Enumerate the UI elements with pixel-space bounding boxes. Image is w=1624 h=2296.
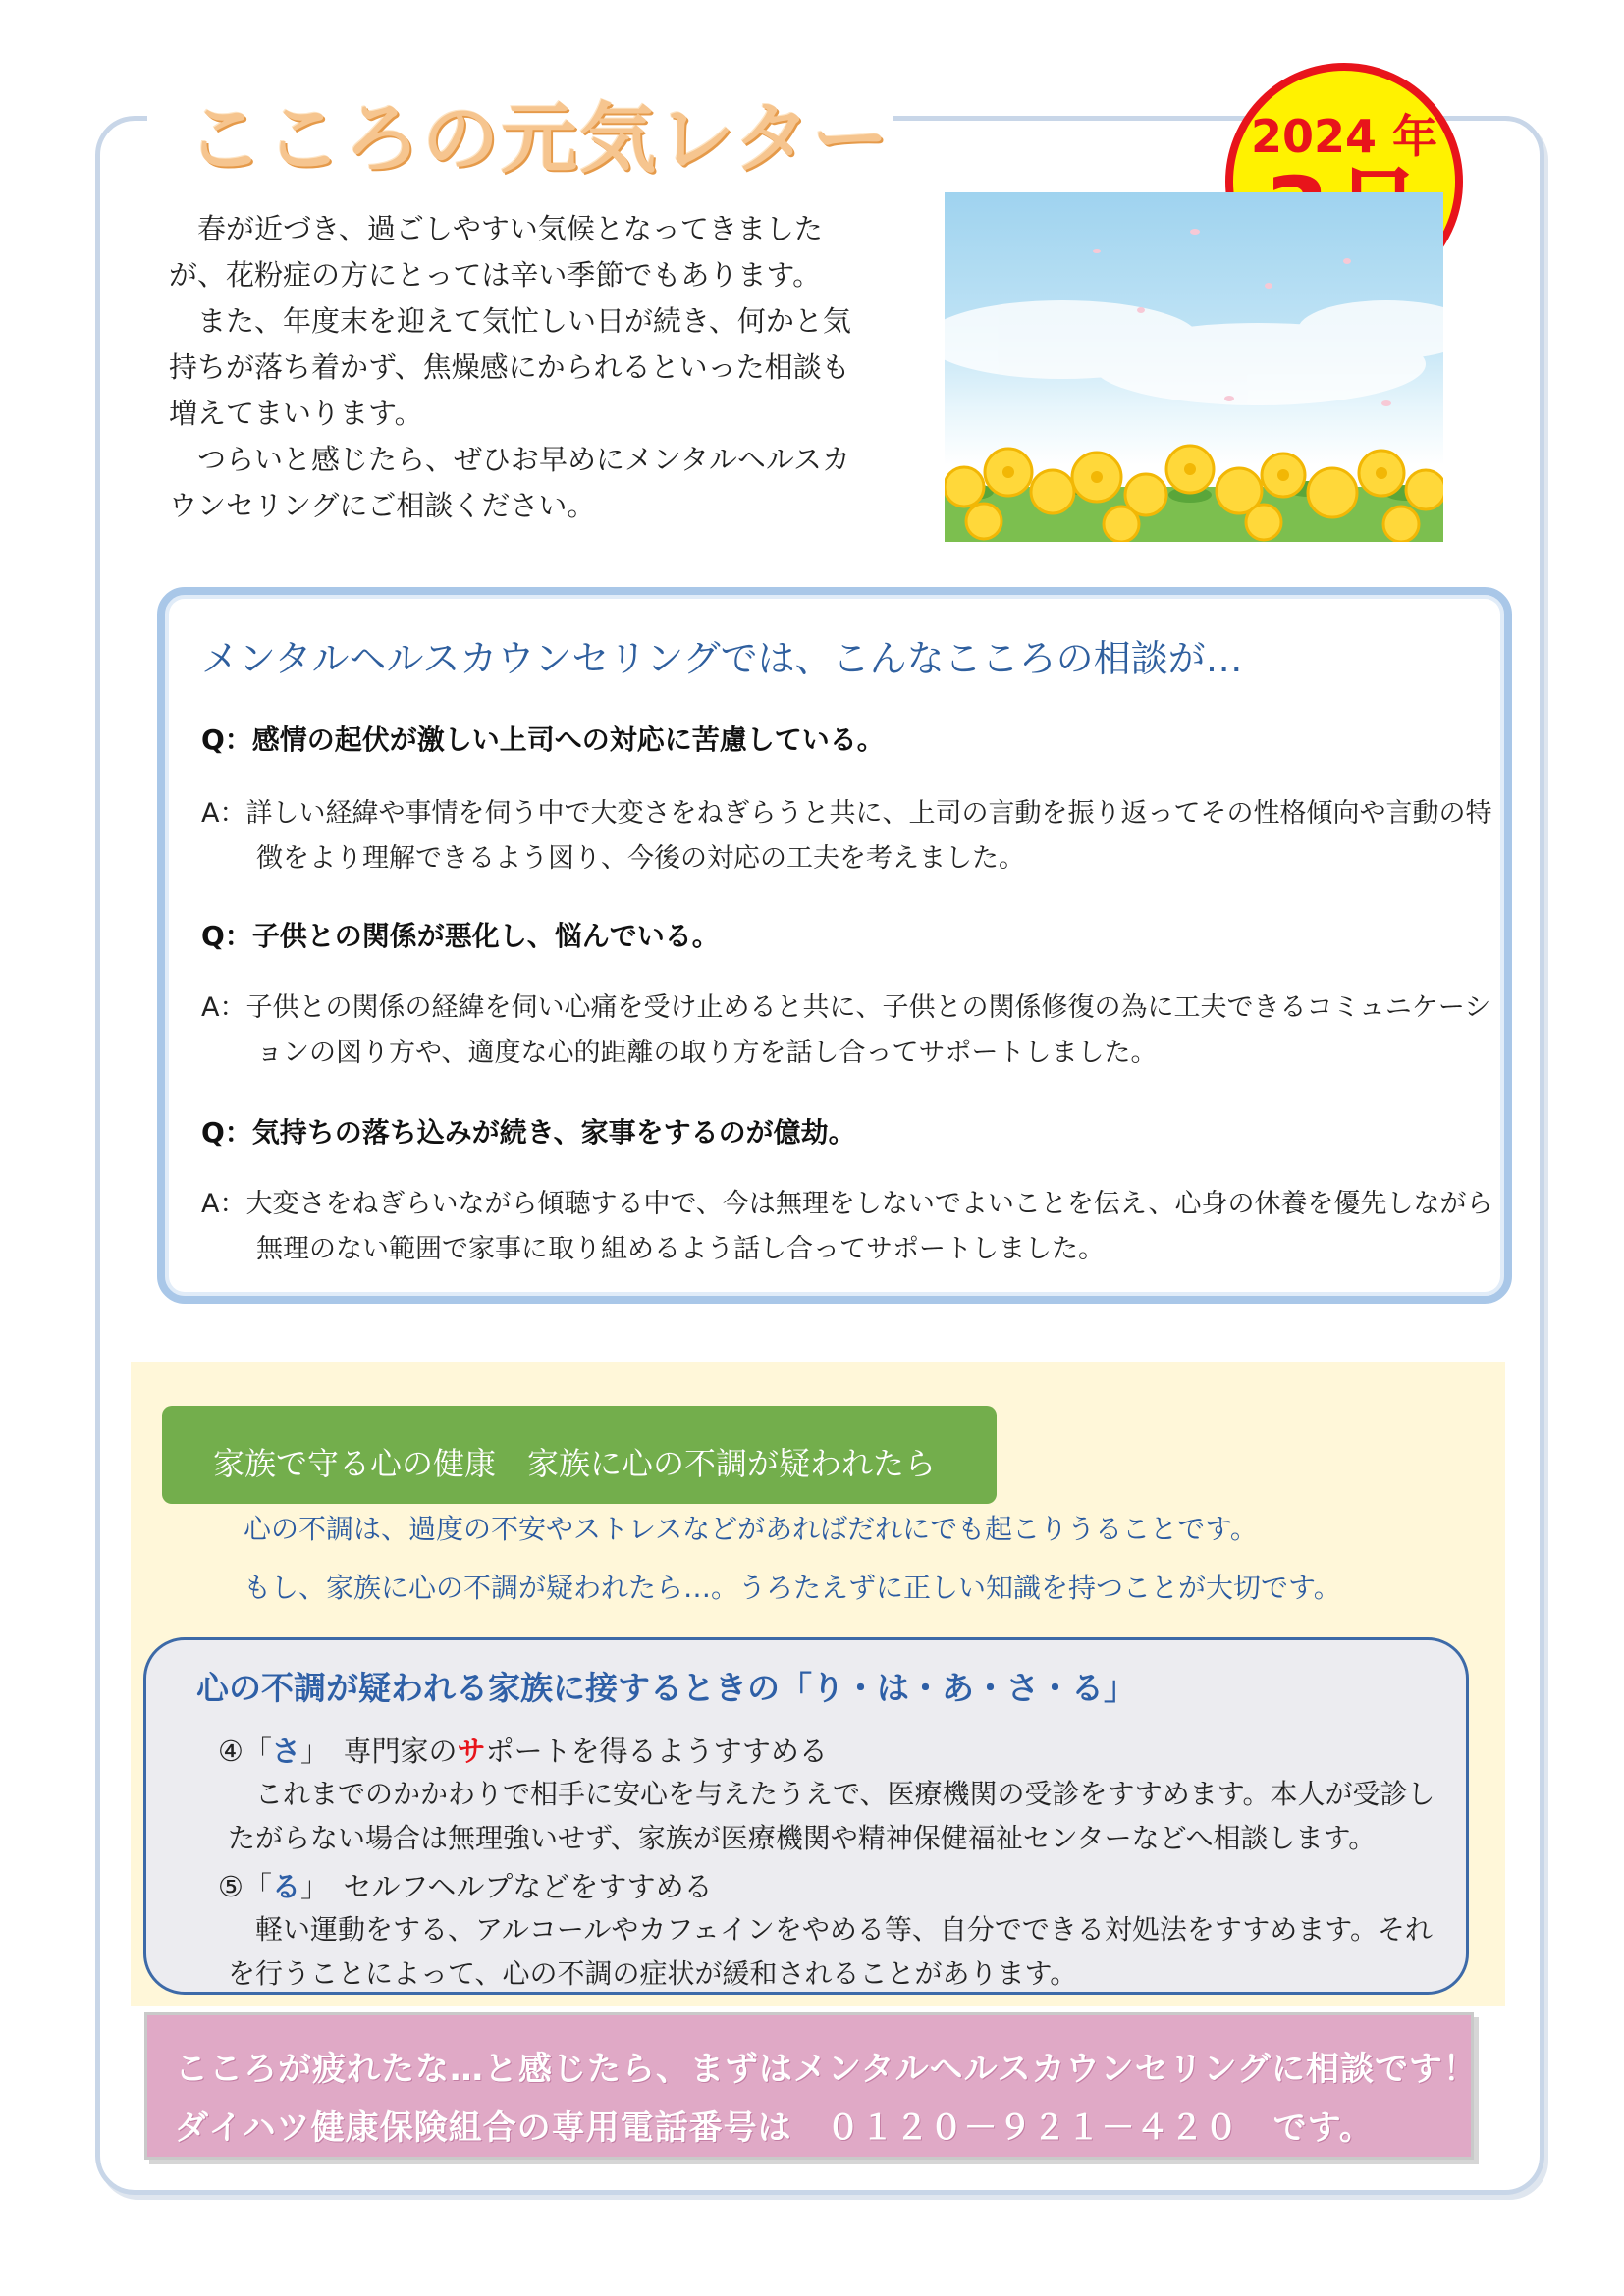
newsletter-title: こころの元気レター: [187, 95, 891, 184]
item-key: る: [272, 1870, 301, 1903]
spring-flowers-image: [945, 192, 1443, 542]
contact-phone-line: ダイハツ健康保険組合の専用電話番号は ０１２０－９２１－４２０ です。: [175, 2109, 1374, 2148]
item-label-highlight: サ: [457, 1735, 486, 1768]
question-3: Q：気持ちの落ち込みが続き、家事をするのが億劫。: [201, 1116, 856, 1148]
family-text-1: 心の不調は、過度の不安やストレスなどがあればだれにでも起こりうることです。: [244, 1513, 1258, 1545]
intro-paragraph: つらいと感じたら、ぜひお早めにメンタルヘルスカウンセリングにご相談ください。: [169, 443, 850, 522]
item-label-pre: セルフヘルプなどをすすめる: [314, 1870, 713, 1903]
rihaasaru-item-sa: [218, 1730, 828, 1770]
item-label-pre: 専門家の: [314, 1735, 458, 1768]
item-close: 」: [300, 1735, 315, 1768]
rihaasaru-item-sa-body: これまでのかかわりで相手に安心を与えたうえで、医療機関の受診をすすめます。本人が受診したがらない場合は無理強いせず、家族が医療機関や精神保健福祉センターなどへ相談します。: [228, 1778, 1435, 1854]
family-text-2: もし、家族に心の不調が疑われたら…。うろたえずに正しい知識を持つことが大切です。: [244, 1572, 1341, 1604]
intro-text: [169, 206, 856, 529]
item-label-post: ポートを得るようすすめる: [485, 1735, 828, 1768]
spring-illustration: [945, 192, 1443, 542]
intro-paragraph: 春が近づき、過ごしやすい気候となってきましたが、花粉症の方にとっては辛い季節でもあります。: [169, 212, 823, 292]
item-key: さ: [272, 1735, 301, 1768]
item-number: ④「: [218, 1735, 272, 1768]
item-number: ⑤「: [218, 1870, 272, 1903]
question-1: Q：感情の起伏が激しい上司への対応に苦慮している。: [201, 723, 885, 756]
rihaasaru-title: 心の不調が疑われる家族に接するときの「り・は・あ・さ・る」: [196, 1669, 1136, 1707]
rihaasaru-item-ru-body: 軽い運動をする、アルコールやカフェインをやめる等、自分でできる対処法をすすめます。それを行うことによって、心の不調の症状が緩和されることがあります。: [228, 1913, 1433, 1990]
counseling-heading: メンタルヘルスカウンセリングでは、こんなこころの相談が…: [201, 637, 1243, 680]
question-2: Q：子供との関係が悪化し、悩んでいる。: [201, 920, 720, 952]
intro-paragraph: また、年度末を迎えて気忙しい日が続き、何かと気持ちが落ち着かず、焦燥感にかられるといった相談も増えてまいります。: [169, 304, 851, 430]
contact-banner-line-1: こころが疲れたな…と感じたら、まずはメンタルヘルスカウンセリングに相談です！: [175, 2050, 1478, 2089]
answer-3: A：大変さをねぎらいながら傾聴する中で、今は無理をしないでよいことを伝え、心身の休養を優先しながら無理のない範囲で家事に取り組めるよう話し合ってサポートしました。: [201, 1189, 1493, 1264]
item-close: 」: [300, 1870, 315, 1903]
family-section-header: 家族で守る心の健康 家族に心の不調が疑われたら: [162, 1406, 997, 1504]
rihaasaru-item-ru: [218, 1865, 713, 1905]
badge-year: 2024 年: [1250, 110, 1438, 163]
answer-2: A：子供との関係の経緯を伺い心痛を受け止めると共に、子供との関係修復の為に工夫できるコミュニケーションの図り方や、適度な心的距離の取り方を話し合ってサポートしました。: [201, 992, 1491, 1068]
answer-1: A：詳しい経緯や事情を伺う中で大変さをねぎらうと共に、上司の言動を振り返ってその性格傾向や言動の特徴をより理解できるよう図り、今後の対応の工夫を考えました。: [201, 798, 1492, 874]
